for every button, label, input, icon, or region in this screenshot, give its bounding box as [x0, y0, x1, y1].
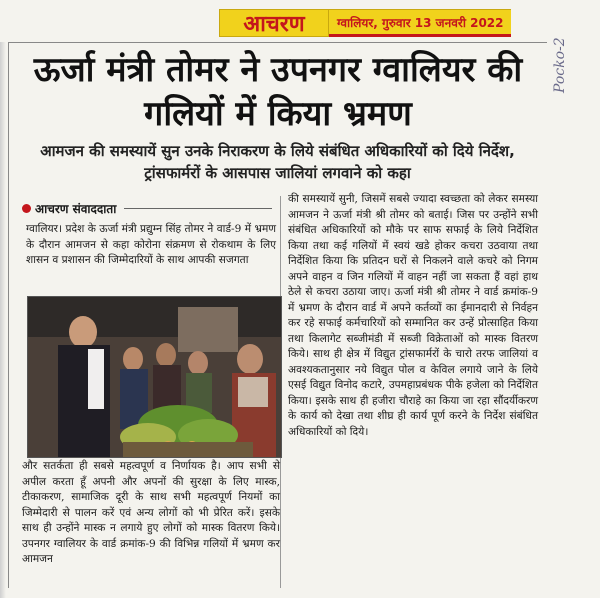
article-body-left-top: ग्वालियर। प्रदेश के ऊर्जा मंत्री प्रद्युम्न सिंह तोमर ने वार्ड-9 में भ्रमण के दौरान आमजन से कहा कोरोना संक्रमण से रोकथाम के लिए शासन व प्रशासन की जिम्मेदारियों के साथ आपकी सजगता [26, 223, 276, 266]
byline-text: आचरण संवाददाता [35, 201, 117, 216]
article-body-right-column: की समस्यायें सुनी, जिसमें सबसे ज्यादा स्वच्छता को लेकर समस्या आमजन ने ऊर्जा मंत्री श्री तोमर को बताई। जिस पर उन्होंने सभी संबंधित अधिकारियों को मौके पर साफ सफाई के लिये निर्देशित किया तथा कई गलियों में स्वयं खडे होकर कचरा उठवाया तथा निर्देशित किया कि प्रतिदन घरों से निकलने वाले कचरे को निगम अपने वाहन व जिन गलियों में वाहन नहीं जा सकता हैं वहां हाथ ठेले से कचरा उठाया जाए। ऊर्जा मंत्री श्री तोमर ने वार्ड क्रमांक-9 में भ्रमण के दौरान वार्ड में अपने कर्तव्यों का ईमानदारी से निर्वहन कर रहे सफाई कर्मचारियों को सम्मानित कर उन्हें प्रोत्साहित किया तथा किलागेट सब्जीमंडी में सब्जी विक्रेताओं को मास्क वितरण किये। साथ ही क्षेत्र में विद्युत ट्रांसफार्मरों के चारो तरफ जालियां व अवश्यकतानुसार नये विद्युत पोल व केविल लगाये जाने के लिये एसई विद्युत विनोद कटारे, उपमहाप्रबंधक पीके हजेला को निर्देशित किया। इसके साथ ही हजीरा चौराहे का किया जा रहा सौंदर्यीकरण के कार्य को देखा तथा शीघ्र ही कार्य पूर्ण करने के निर्देश संबंधित अधिकारियों को दिये। [288, 193, 538, 438]
handwritten-note: Pocko-2 [552, 37, 568, 93]
bullet-dot-icon [22, 204, 31, 213]
article-body-left-bottom: और सतर्कता ही सबसे महत्वपूर्ण व निर्णायक है। आप सभी से अपील करता हूँ अपनी और अपनों की सुरक्षा के लिए मास्क, टीकाकरण, सामाजिक दूरी के साथ सभी महत्वपूर्ण नियमों का जिम्मेदारी से पालन करें एवं अन्य लोगों को भी प्रेरित करें। इसके साथ ही उन्होंने मास्क न लगाये हुए लोगों को मास्क वितरण किये। उपनगर ग्वालियर के वार्ड क्रमांक-9 की विभिन्न गलियों में भ्रमण कर आमजन [22, 460, 280, 565]
article-subhead: आमजन की समस्यायें सुन उनके निराकरण के लिये संबंधित अधिकारियों को दिये निर्देश, ट्रांसफार्मरों के आसपास जालियां लगवाने को कहा [40, 142, 515, 182]
byline [22, 199, 272, 217]
photo-illustration [28, 297, 281, 457]
dateline: ग्वालियर, गुरुवार 13 जनवरी 2022 [329, 9, 511, 37]
news-photo [27, 296, 282, 458]
byline-rule [124, 207, 272, 209]
page-edge-shadow [0, 42, 6, 598]
newspaper-logo: आचरण [219, 9, 329, 37]
article-headline: ऊर्जा मंत्री तोमर ने उपनगर ग्वालियर की गलियों में किया भ्रमण [33, 50, 523, 134]
newspaper-masthead [219, 9, 511, 37]
